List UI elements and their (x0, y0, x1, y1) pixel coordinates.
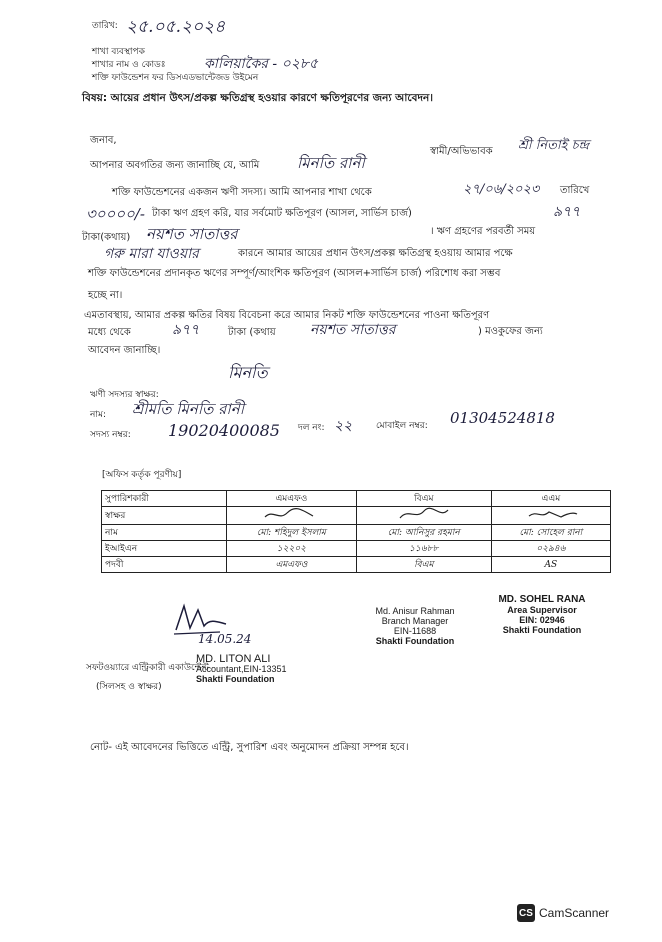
row-label: স্বাক্ষর (102, 507, 227, 525)
office-section-title: [অফিস কর্তৃক পূরণীয়] (102, 470, 182, 480)
waiver-amount-handwritten: ৯৭৭ (172, 322, 200, 338)
signature-cell-am (491, 507, 610, 525)
member-number-label: সদস্য নম্বর: (90, 430, 131, 440)
ein-cell: ০২৯৪৬ (491, 541, 610, 557)
para2-end: ) মওকুফের জন্য (478, 326, 543, 337)
applicant-name-value: শ্রীমতি মিনতি রানী (132, 400, 244, 418)
approval-table (101, 490, 611, 573)
bm-stamp-title: Branch Manager (381, 616, 449, 626)
body-line2-end: তারিখে (560, 185, 590, 196)
row-label: নাম (102, 525, 227, 541)
organization-line: শক্তি ফাউন্ডেশন ফর ডিসএডভান্টেজড উইমেন (92, 73, 259, 83)
damage-cause-handwritten: গরু মারা যাওয়ার (104, 246, 199, 262)
ein-cell: ১১৬৮৮ (356, 541, 491, 557)
designation-cell: এমএফও (227, 557, 357, 573)
group-number-value: ২২ (334, 418, 353, 434)
name-cell: মো: আনিসুর রহমান (356, 525, 491, 541)
designation-cell: AS (491, 557, 610, 573)
branch-label: শাখার নাম ও কোডঃ (92, 60, 166, 70)
camscanner-label: CamScanner (539, 906, 610, 920)
mobile-number-value: 01304524818 (450, 409, 555, 427)
body-line7: হচ্ছে না। (88, 290, 123, 301)
signature-cell-bm (356, 507, 491, 525)
loan-date-handwritten: ২৭/০৬/২০২৩ (463, 182, 540, 197)
name-cell: মো: সোহেল রানা (491, 525, 610, 541)
para2-line1: এমতাবস্থায়, আমার প্রকল্প ক্ষতির বিষয় বিবেচনা করে আমার নিকট শক্তি ফাউন্ডেশনের পাওনা ক্ষতিপূরণ (84, 310, 490, 321)
body-line6: শক্তি ফাউন্ডেশনের প্রদানকৃত ঋণের সম্পূর্ণ/আংশিক ক্ষতিপূরণ (আসল+সার্ভিস চার্জ) পরিশোধ করা সম্ভব (88, 268, 501, 279)
group-number-label: দল নং: (298, 423, 325, 433)
ein-cell: ১২২০২ (227, 541, 357, 557)
table-header-cell: সুপারিশকারী (102, 491, 227, 507)
amount-in-words-handwritten: নয়শত সাতাত্তর (146, 225, 238, 243)
waiver-words-handwritten: নয়শত সাতাত্তর (310, 322, 396, 338)
applicant-name-label: নাম: (90, 410, 107, 420)
table-header-row (102, 491, 611, 507)
signature-scribble-mfo (261, 507, 321, 521)
para2-line3: আবেদন জানাচ্ছি। (88, 345, 161, 356)
table-row (102, 507, 611, 525)
guardian-name-handwritten: শ্রী নিতাই চন্দ্র (518, 138, 590, 153)
compensation-value-handwritten: ৯৭৭ (553, 204, 581, 220)
branch-manager-stamp (360, 606, 470, 646)
camscanner-watermark (517, 904, 609, 922)
member-number-value: 19020400085 (168, 421, 280, 440)
signature-scribble-bm (394, 507, 454, 521)
table-row (102, 557, 611, 573)
table-row (102, 541, 611, 557)
as-stamp-name: MD. SOHEL RANA (498, 594, 586, 605)
as-stamp-title: Area Supervisor (507, 605, 577, 615)
guardian-label: স্বামী/অভিভাবক (430, 146, 493, 157)
salutation: জনাব, (90, 135, 117, 146)
accountant-stamp (196, 654, 316, 684)
para2-from-label: মধ্যে থেকে (88, 327, 131, 338)
applicant-name-handwritten: মিনতি রানী (297, 154, 365, 172)
camscanner-logo-icon: CS (517, 904, 535, 922)
signature-cell-mfo (227, 507, 357, 525)
applicant-signature-label: ঋণী সদস্যর স্বাক্ষর: (90, 390, 159, 400)
bm-stamp-org: Shakti Foundation (375, 636, 455, 646)
applicant-signature: মিনতি (228, 363, 268, 382)
acc-stamp-title: Accountant,EIN-13351 (196, 664, 287, 674)
subject-line: বিষয়: আয়ের প্রধান উৎস/প্রকল্প ক্ষতিগ্রস্থ হওয়ার কারণে ক্ষতিপূরণের জন্য আবেদন। (82, 92, 434, 104)
acc-stamp-name: MD. LITON ALI (196, 653, 271, 665)
para2-taka-label: টাকা (কথায় (228, 327, 276, 338)
date-label: তারিখ: (92, 21, 118, 31)
body-line3: টাকা ঋণ গ্রহণ করি, যার সর্বমোট ক্ষতিপূরণ (আসল, সার্ভিস চার্জ) (152, 208, 412, 219)
recipient-title: শাখা ব্যবস্থাপক (92, 47, 145, 57)
row-label: ইআইএন (102, 541, 227, 557)
body-line5: কারনে আমার আয়ের প্রধান উৎস/প্রকল্প ক্ষতিগ্রস্থ হওয়ায় আমার পক্ষে (238, 248, 513, 259)
name-cell: মো: শহিদুল ইসলাম (227, 525, 357, 541)
acc-stamp-org: Shakti Foundation (196, 674, 275, 684)
signature-scribble-am (521, 507, 581, 521)
body-line4-end: । ঋণ গ্রহণের পরবর্তী সময় (430, 226, 536, 237)
table-header-cell: বিএম (356, 491, 491, 507)
in-words-label: টাকা(কথায়) (82, 232, 131, 243)
table-header-cell: এমএফও (227, 491, 357, 507)
as-stamp-org: Shakti Foundation (502, 625, 582, 635)
footer-note: নোট- এই আবেদনের ভিত্তিতে এন্ট্রি, সুপারিশ এবং অনুমোদন প্রক্রিয়া সম্পন্ন হবে। (90, 742, 409, 753)
body-line2: শক্তি ফাউন্ডেশনের একজন ঋণী সদস্য। আমি আপনার শাখা থেকে (112, 187, 372, 198)
table-header-cell: এএম (491, 491, 610, 507)
accountant-label: সফটওয়্যারে এন্ট্রিকারী একাউন্টেন্ট (86, 663, 209, 673)
bm-stamp-ein: EIN-11688 (393, 626, 437, 636)
mobile-number-label: মোবাইল নম্বর: (376, 421, 428, 431)
table-row (102, 525, 611, 541)
date-value: ২৫.০৫.২০২৪ (126, 17, 226, 37)
bm-stamp-name: Md. Anisur Rahman (375, 606, 455, 616)
as-stamp-ein: EIN: 02946 (519, 615, 565, 625)
row-label: পদবী (102, 557, 227, 573)
body-line1-start: আপনার অবগতির জন্য জানাচ্ছি যে, আমি (90, 160, 260, 171)
loan-amount-handwritten: ৩০০০০/- (86, 205, 145, 223)
branch-value: কালিয়াকৈর - ০২৮৫ (204, 56, 318, 72)
designation-cell: বিএম (356, 557, 491, 573)
accountant-date: 14.05.24 (198, 632, 252, 646)
accountant-seal-label: (সিলসহ ও স্বাক্ষর) (96, 682, 162, 692)
area-supervisor-stamp (482, 594, 602, 635)
